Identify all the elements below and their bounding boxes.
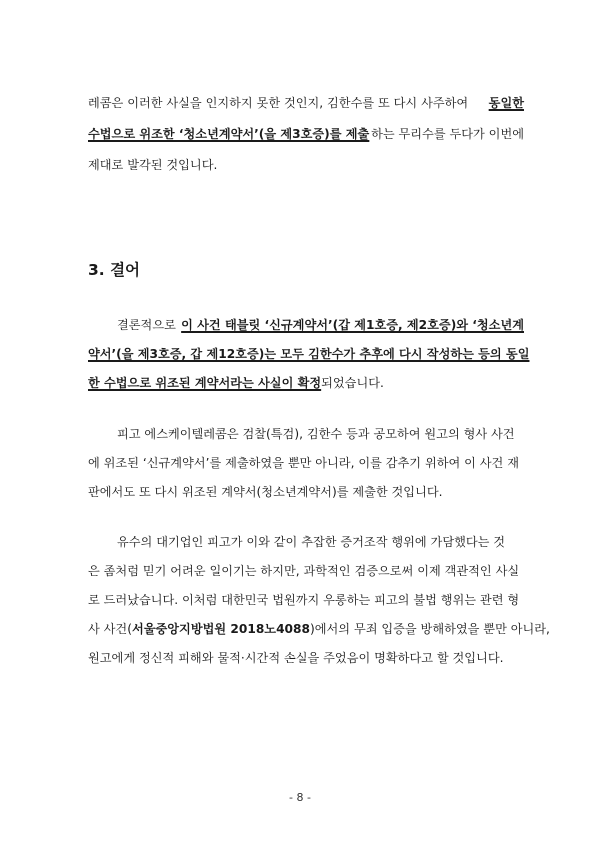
- para3-line1: [117, 425, 524, 443]
- para3-line3: [88, 483, 524, 501]
- para1-line2-text: 하는 무리수를 두다가 이번에: [371, 127, 524, 141]
- para4-line5-text: 원고에게 정신적 피해와 물적·시간적 손실을 주었음이 명확하다고 할 것입니다.: [88, 651, 504, 665]
- para3-line2-text: 에 위조된 ‘신규계약서’를 제출하였을 뿐만 아니라, 이를 감추기 위하여 이 사건 재: [88, 456, 519, 470]
- para2-line2-emphasis: 약서’(을 제3호증, 갑 제12호증)는 모두 김한수가 추후에 다시 작성하는 등의 동일: [88, 347, 530, 361]
- para4-line4-text-b: )에서의 무죄 입증을 방해하였을 뿐만 아니라,: [310, 622, 550, 636]
- para4-line5: [88, 649, 524, 667]
- para1-line3-text: 제대로 발각된 것입니다.: [88, 158, 218, 172]
- para3-line2: [88, 454, 524, 472]
- para3-line1-text: 피고 에스케이텔레콤은 검찰(특검), 김한수 등과 공모하여 원고의 형사 사건: [117, 427, 515, 441]
- para1-line1: [88, 94, 524, 112]
- para4-line3-text: 로 드러났습니다. 이처럼 대한민국 법원까지 우롱하는 피고의 불법 행위는 관련 형: [88, 593, 520, 607]
- para1-line1-text: 레콤은 이러한 사실을 인지하지 못한 것인지, 김한수를 또 다시 사주하여: [88, 96, 469, 110]
- para2-line2: [88, 345, 530, 363]
- para4-line4-group: [88, 620, 310, 638]
- para2-line1-emphasis: 이 사건 태블릿 ‘신규계약서’(갑 제1호증, 제2호증)와 ‘청소년계: [181, 318, 524, 332]
- page-number: - 8 -: [289, 791, 311, 804]
- para2-line3-text: 되었습니다.: [321, 376, 384, 390]
- para2-line3-emphasis: 한 수법으로 위조된 계약서라는 사실이 확정: [88, 376, 322, 390]
- para1-line1-emphasis: 동일한: [488, 96, 524, 110]
- para2-line3: [88, 374, 524, 392]
- section-heading: 3. 결어: [88, 261, 141, 279]
- para4-line1-text: 유수의 대기업인 피고가 이와 같이 추잡한 증거조작 행위에 가담했다는 것: [117, 535, 506, 549]
- para1-line3: [88, 156, 524, 174]
- para4-line3: [88, 591, 524, 609]
- para2-line1-text: 결론적으로: [117, 318, 176, 332]
- para4-line2: [88, 562, 524, 580]
- para2-line1: [117, 316, 524, 334]
- para1-line2-emphasis: 수법으로 위조한 ‘청소년계약서’(을 제3호증)를 제출: [88, 127, 370, 141]
- para4-line4-case-number: 서울중앙지방법원 2018노4088: [131, 622, 310, 636]
- para3-line3-text: 판에서도 또 다시 위조된 계약서(청소년계약서)를 제출한 것입니다.: [88, 485, 443, 499]
- para4-line4: [88, 620, 550, 638]
- para4-line2-text: 은 좀처럼 믿기 어려운 일이기는 하지만, 과학적인 검증으로써 이제 객관적인 사실: [88, 564, 520, 578]
- para4-line1: [117, 533, 524, 551]
- para1-line2: [88, 125, 524, 143]
- para4-line4-text-a: 사 사건(: [88, 622, 132, 636]
